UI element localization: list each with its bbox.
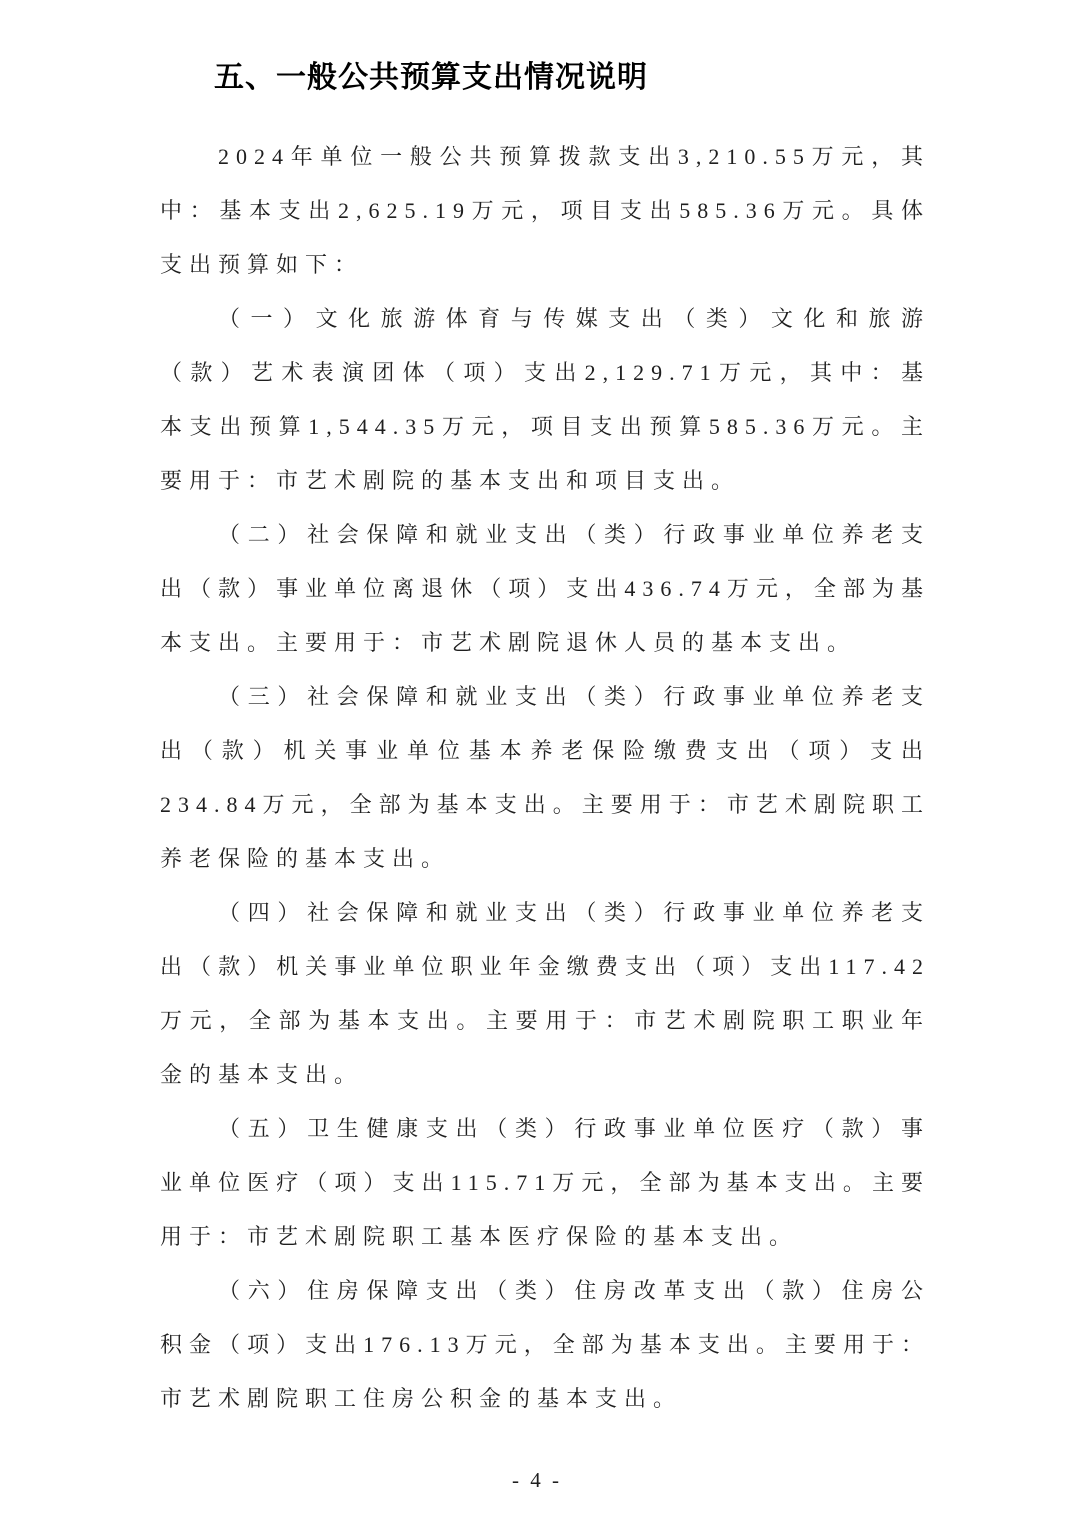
section-heading: 五、一般公共预算支出情况说明 <box>214 61 648 94</box>
paragraph-item-3: （三）社会保障和就业支出（类）行政事业单位养老支出（款）机关事业单位基本养老保险缴费支出（项）支出234.84万元，全部为基本支出。主要用于：市艺术剧院职工养老保险的基本支出。 <box>160 684 930 871</box>
paragraph-item-6: （六）住房保障支出（类）住房改革支出（款）住房公积金（项）支出176.13万元，全部为基本支出。主要用于：市艺术剧院职工住房公积金的基本支出。 <box>160 1278 930 1411</box>
paragraph-item-1: （一）文化旅游体育与传媒支出（类）文化和旅游（款）艺术表演团体（项）支出2,129.71万元，其中：基本支出预算1,544.35万元，项目支出预算585.36万元。主要用于：市艺术剧院的基本支出和项目支出。 <box>160 306 930 493</box>
page-number: - 4 - <box>512 1468 562 1492</box>
paragraph-item-2: （二）社会保障和就业支出（类）行政事业单位养老支出（款）事业单位离退休（项）支出436.74万元，全部为基本支出。主要用于：市艺术剧院退休人员的基本支出。 <box>160 522 930 655</box>
paragraph-item-5: （五）卫生健康支出（类）行政事业单位医疗（款）事业单位医疗（项）支出115.71万元，全部为基本支出。主要用于：市艺术剧院职工基本医疗保险的基本支出。 <box>160 1116 930 1249</box>
document-body <box>160 130 930 1426</box>
paragraph-item-4: （四）社会保障和就业支出（类）行政事业单位养老支出（款）机关事业单位职业年金缴费支出（项）支出117.42万元，全部为基本支出。主要用于：市艺术剧院职工职业年金的基本支出。 <box>160 900 930 1087</box>
paragraph-overview: 2024年单位一般公共预算拨款支出3,210.55万元，其中：基本支出2,625.19万元，项目支出585.36万元。具体支出预算如下： <box>160 144 930 277</box>
